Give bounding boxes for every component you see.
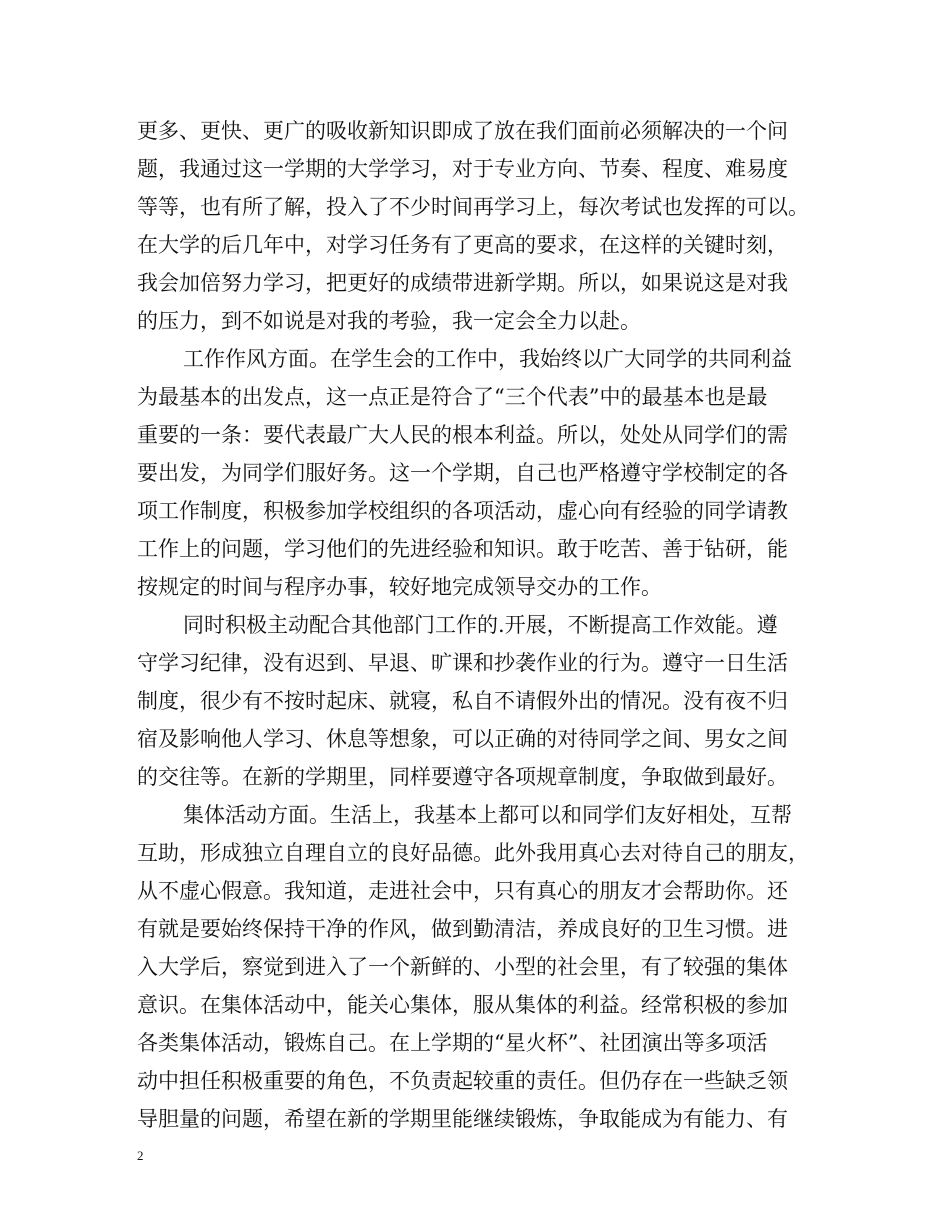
text-line: 守学习纪律，没有迟到、早退、旷课和抄袭作业的行为。遵守一日生活	[137, 651, 788, 675]
text-line: 工作上的问题，学习他们的先进经验和知识。敢于吃苦、善于钻研，能	[137, 537, 788, 561]
text-line: 要出发，为同学们服好务。这一个学期，自己也严格遵守学校制定的各	[137, 461, 788, 485]
body-text	[137, 112, 837, 1138]
paragraph-start-line: 同时积极主动配合其他部门工作的.开展，不断提高工作效能。遵	[183, 613, 778, 637]
text-line: 动中担任积极重要的角色，不负责起较重的责任。但仍存在一些缺乏领	[137, 1069, 788, 1093]
text-line: 制度，很少有不按时起床、就寝，私自不请假外出的情况。没有夜不归	[137, 689, 788, 713]
page-number: 2	[137, 1148, 144, 1163]
text-line: 的交往等。在新的学期里，同样要遵守各项规章制度，争取做到最好。	[137, 765, 788, 789]
text-line: 更多、更快、更广的吸收新知识即成了放在我们面前必须解决的一个问	[137, 119, 788, 143]
text-line: 的压力，到不如说是对我的考验，我一定会全力以赴。	[137, 309, 641, 333]
text-line: 我会加倍努力学习，把更好的成绩带进新学期。所以，如果说这是对我	[137, 271, 788, 295]
text-line: 入大学后，察觉到进入了一个新鲜的、小型的社会里，有了较强的集体	[137, 955, 788, 979]
text-line: 等等，也有所了解，投入了不少时间再学习上，每次考试也发挥的可以。	[137, 195, 809, 219]
text-line: 导胆量的问题，希望在新的学期里能继续锻炼，争取能成为有能力、有	[137, 1107, 788, 1131]
text-line: 为最基本的出发点，这一点正是符合了“三个代表”中的最基本也是最	[137, 385, 768, 409]
text-line: 意识。在集体活动中，能关心集体，服从集体的利益。经常积极的参加	[137, 993, 788, 1017]
text-line: 按规定的时间与程序办事，较好地完成领导交办的工作。	[137, 575, 662, 599]
text-line: 有就是要始终保持干净的作风，做到勤清洁，养成良好的卫生习惯。进	[137, 917, 788, 941]
text-line: 各类集体活动，锻炼自己。在上学期的“星火杯”、社团演出等多项活	[137, 1031, 768, 1055]
text-line: 宿及影响他人学习、休息等想象，可以正确的对待同学之间、男女之间	[137, 727, 788, 751]
text-line: 在大学的后几年中，对学习任务有了更高的要求，在这样的关键时刻，	[137, 233, 788, 257]
text-line: 从不虚心假意。我知道，走进社会中，只有真心的朋友才会帮助你。还	[137, 879, 788, 903]
text-line: 项工作制度，积极参加学校组织的各项活动，虚心向有经验的同学请教	[137, 499, 788, 523]
paragraph-start-line: 工作作风方面。在学生会的工作中，我始终以广大同学的共同利益	[183, 347, 792, 371]
text-line: 互助，形成独立自理自立的良好品德。此外我用真心去对待自己的朋友，	[137, 841, 809, 865]
text-line: 题，我通过这一学期的大学学习，对于专业方向、节奏、程度、难易度	[137, 157, 788, 181]
text-line: 重要的一条：要代表最广大人民的根本利益。所以，处处从同学们的需	[137, 423, 788, 447]
paragraph-start-line: 集体活动方面。生活上，我基本上都可以和同学们友好相处，互帮	[183, 803, 792, 827]
